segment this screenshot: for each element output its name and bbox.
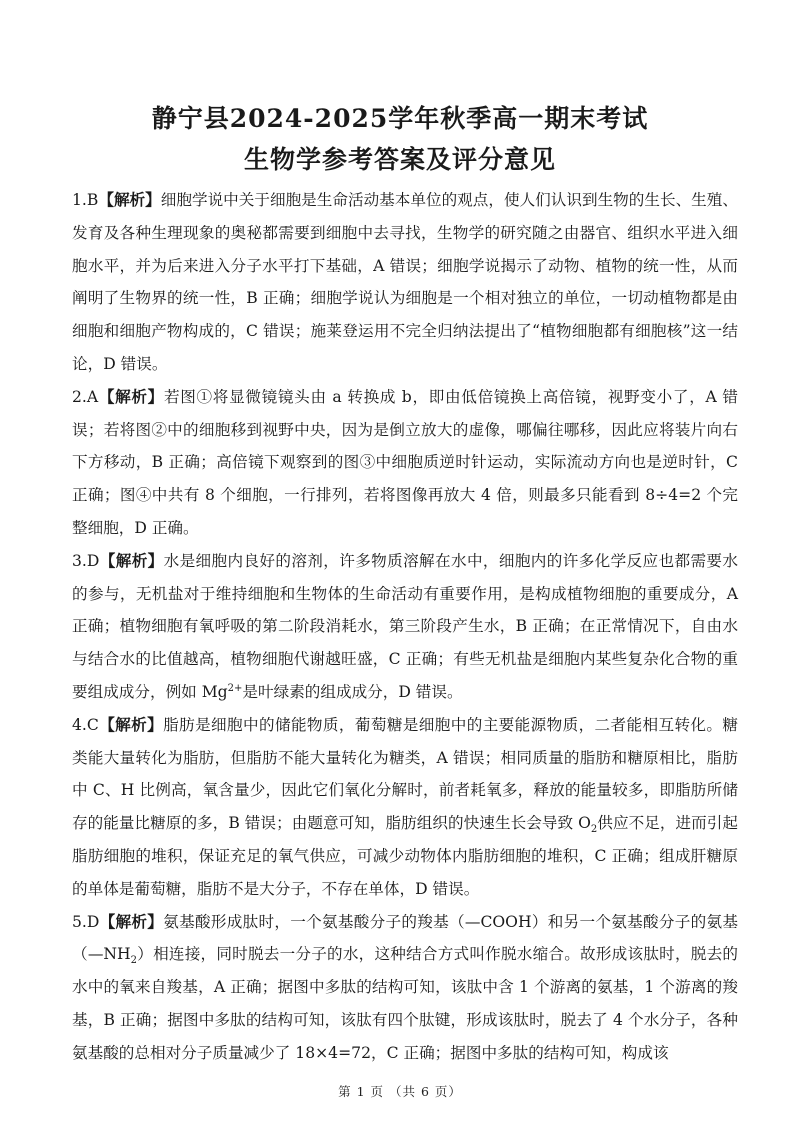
answer-list bbox=[72, 184, 738, 1070]
answer-number: 1.B bbox=[72, 191, 99, 209]
answer-number: 3.D bbox=[72, 551, 100, 570]
analysis-tag: 【解析】 bbox=[98, 190, 161, 209]
answer-item-5 bbox=[72, 906, 738, 1070]
answer-text: 细胞学说中关于细胞是生命活动基本单位的观点，使人们认识到生物的生长、生殖、发育及各种生理现象的奥秘都需要到细胞中去寻找，生物学的研究随之由器官、组织水平进入细胞水平，并为后来进入分子水平打下基础，A 错误；细胞学说揭示了动物、植物的统一性，从而阐明了生物界的统一性，B 正确；细胞学说认为细胞是一个相对独立的单位，一切动植物都是由细胞和细胞产物构成的，C 错误；施莱登运用不完全归纳法提出了“植物细胞都有细胞核”这一结论，D 错误。 bbox=[72, 191, 738, 373]
answer-text: 氨基酸形成肽时，一个氨基酸分子的羧基（—COOH）和另一个氨基酸分子的氨基（—NH bbox=[72, 912, 738, 964]
answer-item-3 bbox=[72, 545, 738, 709]
document-subtitle: 生物学参考答案及评分意见 bbox=[243, 145, 556, 174]
exam-title: 静宁县2024-2025学年秋季高一期末考试 bbox=[151, 104, 649, 133]
answer-text: 水是细胞内良好的溶剂，许多物质溶解在水中，细胞内的许多化学反应也都需要水的参与，无机盐对于维持细胞和生物体的生命活动有重要作用，是构成植物细胞的重要成分，A 正确；植物细胞有氧呼吸的第二阶段消耗水，第三阶段产生水，B 正确；在正常情况下，自由水与结合水的比值越高，植物细胞代谢越旺盛，C 正确；有些无机盐是细胞内某些复杂化合物的重要组成成分，例如 Mg bbox=[72, 551, 738, 701]
answer-number: 2.A bbox=[72, 387, 99, 406]
answer-text: 若图①将显微镜镜头由 a 转换成 b，即由低倍镜换上高倍镜，视野变小了，A 错误；若将图②中的细胞移到视野中央，因为是倒立放大的虚像，哪偏往哪移，因此应将装片向右下方移动，B 正确；高倍镜下观察到的图③中细胞质逆时针运动，实际流动方向也是逆时针，C 正确；图④中共有 8 个细胞，一行排列，若将图像再放大 4 倍，则最多只能看到 8÷4=2 个完整细胞，D 正确。 bbox=[72, 387, 738, 537]
answer-item-1 bbox=[72, 184, 738, 381]
subscript: 2 bbox=[590, 824, 598, 836]
answer-item-2 bbox=[72, 381, 738, 545]
answer-text: 脂肪是细胞中的储能物质，葡萄糖是细胞中的主要能源物质，二者能相互转化。糖类能大量转化为脂肪，但脂肪不能大量转化为糖类，A 错误；相同质量的脂肪和糖原相比，脂肪中 C、H 比例高，氧含量少，因此它们氧化分解时，前者耗氧多，释放的能量较多，即脂肪所储存的能量比糖原的多，B 错误；由题意可知，脂肪组织的快速生长会导致 O bbox=[72, 715, 738, 833]
analysis-tag: 【解析】 bbox=[98, 386, 164, 406]
analysis-tag: 【解析】 bbox=[99, 911, 164, 931]
answer-item-4 bbox=[72, 709, 738, 906]
answer-text-continued: 是叶绿素的组成成分，D 错误。 bbox=[242, 682, 463, 701]
answer-text-continued: 供应不足，进而引起脂肪细胞的堆积，保证充足的氧气供应，可减少动物体内脂肪细胞的堆积，C 正确；组成肝糖原的单体是葡萄糖，脂肪不是大分子，不存在单体，D 错误。 bbox=[72, 814, 738, 898]
subscript: 2 bbox=[130, 955, 138, 967]
answer-text-continued: ）相连接，同时脱去一分子的水，这种结合方式叫作脱水缩合。故形成该肽时，脱去的水中的氧来自羧基，A 正确；据图中多肽的结构可知，该肽中含 1 个游离的氨基，1 个游离的羧基，B 正确；据图中多肽的结构可知，该肽有四个肽键，形成该肽时，脱去了 4 个水分子，各种氨基酸的总相对分子质量减少了 18×4=72，C 正确；据图中多肽的结构可知，构成该 bbox=[72, 945, 738, 1062]
page-footer: 第 1 页 （共 6 页） bbox=[338, 1084, 462, 1099]
analysis-tag: 【解析】 bbox=[99, 550, 164, 570]
answer-number: 4.C bbox=[72, 715, 99, 734]
analysis-tag: 【解析】 bbox=[98, 714, 164, 734]
answer-number: 5.D bbox=[72, 912, 100, 931]
superscript: 2+ bbox=[227, 682, 243, 694]
